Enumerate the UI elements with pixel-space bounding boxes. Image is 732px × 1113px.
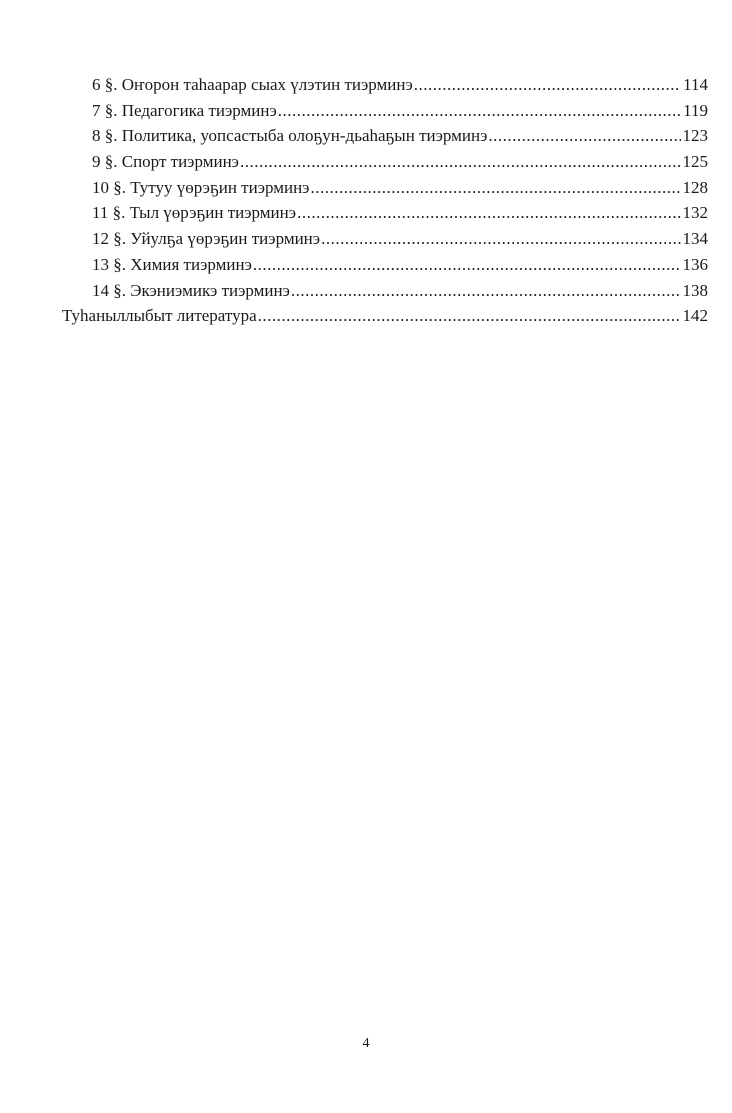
toc-entry-page: 142 — [682, 306, 708, 326]
toc-entry-label: 7 §. Педагогика тиэрминэ — [92, 100, 277, 120]
toc-leader-dots — [488, 123, 680, 149]
toc-entry-9[interactable] — [62, 149, 708, 175]
table-of-contents — [62, 72, 708, 329]
toc-entry-label: 10 §. Тутуу үөрэҕин тиэрминэ — [92, 177, 310, 197]
toc-entry-label: 12 §. Уйулҕа үөрэҕин тиэрминэ — [92, 229, 321, 249]
toc-entry-label: 6 §. Оҥорон таһаарар сыах үлэтин тиэрминэ — [92, 75, 413, 94]
toc-entry-label: 8 §. Политика, уопсастыба олоҕун-дьаһаҕын тиэрминэ — [92, 126, 488, 146]
toc-entry-10[interactable] — [62, 175, 708, 201]
toc-leader-dots — [310, 175, 680, 201]
toc-entry-label: Туһаныллыбыт литература — [62, 306, 257, 326]
toc-entry-12[interactable] — [62, 226, 708, 252]
toc-entry-label: 13 §. Химия тиэрминэ — [92, 254, 252, 274]
toc-entry-label: 14 §. Экэниэмикэ тиэрминэ — [92, 280, 290, 300]
toc-leader-dots — [240, 149, 681, 175]
toc-entry-page: 125 — [682, 152, 708, 172]
toc-leader-dots — [297, 200, 680, 226]
page-number: 4 — [362, 1036, 370, 1051]
toc-leader-dots — [414, 72, 681, 98]
toc-leader-dots — [321, 226, 680, 252]
toc-entry-label: 11 §. Тыл үөрэҕин тиэрминэ — [92, 203, 297, 223]
toc-entry-page: 128 — [682, 177, 708, 197]
toc-entry-page: 134 — [682, 229, 708, 249]
toc-entry-page: 132 — [682, 203, 708, 223]
toc-entry-page: 123 — [682, 126, 708, 146]
toc-entry-6[interactable] — [62, 72, 708, 98]
toc-entry-7[interactable] — [62, 98, 708, 124]
toc-entry-8[interactable] — [62, 123, 708, 149]
toc-leader-dots — [291, 278, 681, 304]
toc-entry-references[interactable] — [62, 303, 708, 329]
toc-leader-dots — [253, 252, 681, 278]
toc-entry-page: 138 — [682, 280, 708, 300]
toc-entry-page: 119 — [683, 100, 708, 120]
toc-entry-page: 114 — [683, 75, 708, 94]
toc-leader-dots — [278, 98, 681, 124]
toc-entry-14[interactable] — [62, 278, 708, 304]
toc-entry-11[interactable] — [62, 200, 708, 226]
toc-entry-label: 9 §. Спорт тиэрминэ — [92, 152, 239, 172]
toc-entry-13[interactable] — [62, 252, 708, 278]
toc-leader-dots — [258, 303, 681, 329]
toc-entry-page: 136 — [682, 254, 708, 274]
